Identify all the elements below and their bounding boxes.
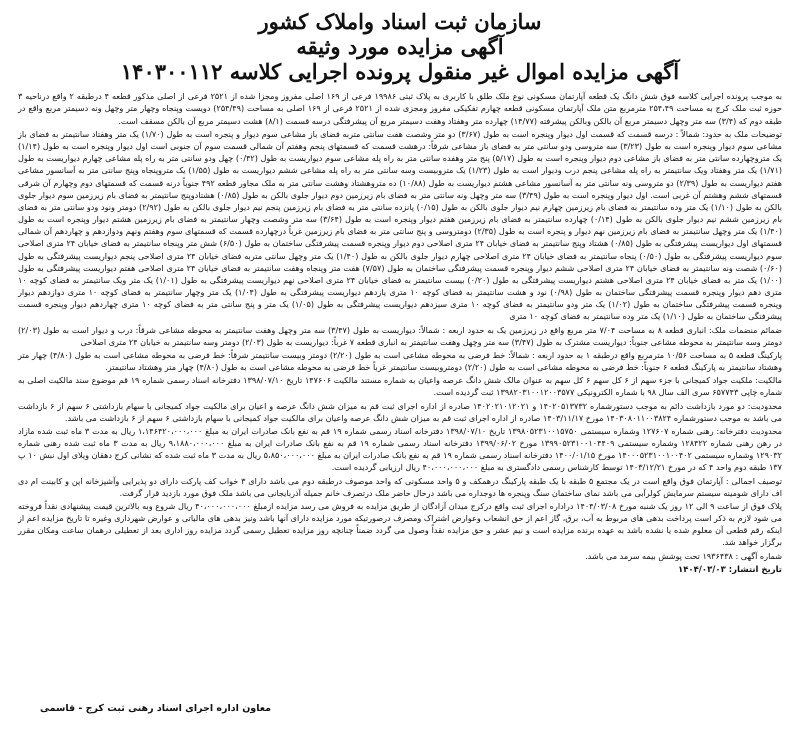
notice-subtitle: آگهی مزایده اموال غیر منقول پرونده اجرایی کلاسه ۱۴۰۳۰۰۱۱۲ (120, 58, 680, 84)
property-description: به موجب پرونده اجرایی کلاسه فوق شش دانگ یک قطعه آپارتمان مسکونی نوع ملک طلق با کاربری به پلاک ثبتی ۱۹۹۸۶ فرعی از ۱۶۹ اصلی مفروز ومجزا شده از ۲۵۲۱ فرعی از اصلی مذکور قطعه ۴ درطبقه ۲ واقع درناحیه ۳ حوزه ثبت ملک کرج به مساحت ۲۵۴،۴۹ مترمربع متن ملک آپارتمان مسکونی قطعه چهارم تفکیکی مفروز ومجزی شده از ۲۵۲۱ فرعی از ۱۶۹ اصلی به مساحت (۲۵۴/۴۹) دویست وپنجاه وچهار متر وچهل ونه دسیمتر مربع واقع در طبقه دوم که (۳/۴) سه متر وچهل دسیمتر مربع آن بالکن وبالکن پیشرفته (۱۴/۷۷) چهارده متر وهفتاد وهفت دسیمتر مربع آن پیشرفتگی درسه قسمت (۸/۱) هشت دسیمتر مربع آن بالکن مسقف است. (18, 91, 783, 126)
parking-annex: پارکینگ قطعه ۵ به مساحت ۱۰/۵۶ مترمربع واقع درطبقه ۱ به حدود اربعه : شمالاً: خط فرضی به محوطه مشاعی است به طول (۲/۲۰) دومتر وبیست سانتیمتر شرقاً: خط فرضی به محوطه مشاعی است به طول (۴/۸۰) چهار متر وهشتاد سانتیمتر به پارکینگ قطعه ۶ جنوباً: خط فرضی به محوطه مشاعی است به طول (۲/۲۰) دومتروبیست سانتیمتر غرباً خط فرضی به محوطه مشاعی است به طول (۴/۸۰) چهار متر وهشتاد سانتیمتر. (18, 349, 783, 373)
storage-annex: ضمائم منضمات ملک: انباری قطعه ۸ به مساحت ۷/۰۴ متر مربع واقع در زیرزمین یک به حدود اربعه : شمالاً: دیواریست به طول (۳/۴۷) سه متر وچهل وهفت سانتیمتر به محوطه مشاعی شرقاً: درب و دیوار است به طول (۲/۰۳) دومتر وسه سانتیمتر به محوطه مشاعی جنوباً: دیواریست مشترک به طول (۳/۴۷) سه متر وچهل وهفت سانتیمتر به انباری قطعه ۷ غرباً: دیواریست به طول (۲/۰۳) دومتر وسه سانتیمتر به خیابان ۲۴ متری اصلاحی (18, 324, 782, 347)
signature: معاون اداره اجرای اسناد رهنی ثبت کرج - قاسمی (40, 703, 272, 714)
notice-title: آگهی مزایده مورد وثیقه (296, 33, 504, 59)
organization-title: سازمان ثبت اسناد واملاک کشور (258, 9, 542, 34)
mortgage-restrictions: محدودیت دفترخانه: رهنی شماره ۱۲۷۶۰۷ وشماره سیستمی ۱۳۹۸۰۵۲۳۱۰۰۱۵۷۵۰ تاریخ ۱۳۹۸/۰۷/۱۰ دفترخانه اسناد رسمی شماره ۱۹ قم به نفع بانک صادرات ایران به مبلغ ۱،۱۴۶۴۲۰،۰۰۰،۰۰۰ ریال به مدت ۳ ماه ثبت شده مازاد در رهن رهنی شماره ۱۲۸۴۲۲ وشماره سیستمی ۱۳۹۹۰۵۲۳۱۰۰۱۰۴۴۰۹ مورخ ۱۳۹۹/۰۶/۰۲ دفترخانه اسناد رسمی شماره ۱۹ قم به نفع بانک صادرات ایران به مبلغ ۹،۱۸۸۰،۰۰۰،۰۰۰ ریال به مدت ۳ ماه ثبت شده رهنی شماره ۱۲۹۰۳۲ وشماره سیستمی ۱۴۰۰۰۵۲۳۱۰۰۱۰۰۴۰۲ مورخ ۱۴۰۰/۰۱/۱۵ دفترخانه اسناد رسمی شماره ۱۹ قم به نفع بانک صادرات ایران به مبلغ ۵،۸۵۰،۰۰۰،۰۰۰ ریال به مدت ۳ ماه ثبت شده که نشانی کرج دهقان ویلای اول نبش ۱۰ پ ۱۳۷ طبقه دوم واحد ۴ که در مورخ ۱۴۰۳/۱۲/۲۱ توسط کارشناس رسمی دادگستری به مبلغ ۴۰،۰۰۰،۰۰۰،۰۰۰ ریال ارزیابی گردیده است. (18, 425, 783, 473)
header (18, 10, 782, 84)
auction-terms: پلاک فوق از ساعت ۹ الی ۱۲ روز یک شنبه مورخ ۱۴۰۴/۰۳/۰۸ دراداره اجرای ثبت واقع درکرج میدان آزادگان از طریق مزایده به فروش می رسد مزایده ازمبلغ ۴۰،۰۰۰،۰۰۰،۰۰۰ ریال شروع وبه بالاترین قیمت پیشنهادی نقداً فروخته می شود لازم به ذکر است پرداخت بدهی های مربوط به آب، برق، گاز اعم از حق انشعاب وعوارض اشتراک ومصرف درصورتیکه مورد مزایده دارای آنها باشد ونیز بدهی های مالیاتی و عوارض شهرداری وغیره تا تاریخ مزایده اعم از اینکه رقم قطعی آن معلوم شده یا نشده باشد به عهده برنده مزایده است و نیم عشر و حق مزایده نقداً وصول می گردد ضمناً چنانچه روز مزایده تعطیل رسمی گردد مزایده روز اداری بعد از تعطیلی درهمان ساعت ومکان مقرر برگزار خواهد شد. (18, 500, 782, 548)
brief-description: توصیف اجمالی : آپارتمان فوق واقع است در یک مجتمع ۵ طبقه با یک طبقه پارکینگ درهمکف و ۵ واحد مسکونی که واحد موصوف درطبقه دوم می باشد دارای ۳ خواب کف پارکت دارای دو پذیرایی وآشپزخانه اپن و کابینت ام دی اف دارای شومینه سیستم سرمایش کولرآبی می باشد نمای ساختمان سنگ وپنجره ها دوجداره می باشد درحال حاضر ملک درتصرف خانم جمیله آذربایجانی می باشد ملک فوق مورد بازدید قرار گرفت. (18, 475, 782, 498)
restrictions: محدودیت: دو مورد بازداشت دائم به موجب دستورشماره ۱۴۰۲۰۵۱۳۷۳۲ و ۱۴۰۲۰۲۱۰۱۲۰۲۱ صادره از اداره اجرای ثبت قم به میزان شش دانگ عرصه و اعیان برای مالکیت جواد کمیجانی با سهام بازداشتی ۶ سهم از ۶ بازداشت می باشد به موجب دستورشماره ۱۴۰۳۰۸۰۱۱۰۰۳۸۲۴ مورخ ۱۴۰۳/۱۱/۱۷ صادره از اداره اجرای ثبت قم به میزان شش دانگ عرصه واعیان برای مالکیت جواد کمیجانی با سهام بازداشتی ۶ سهم از ۶ بازداشت می باشد. (18, 400, 782, 423)
notice-body (18, 90, 782, 576)
notice-number: شماره آگهی : ۱۹۳۶۴۳۸ تحت پوشش بیمه سرمد می باشد. (585, 550, 782, 561)
publish-date: تاریخ انتشار: ۱۴۰۴/۰۳/۰۳ (678, 564, 782, 575)
ownership: مالکیت: ملکیت جواد کمیجانی با جزء سهم از ۶ کل سهم ۶ کل سهم به عنوان مالک شش دانگ عرصه واعیان به شماره مستند مالکیت ۱۴۷۶۰۶ تاریخ ۱۳۹۸/۰۷/۱۰ دفترخانه اسناد رسمی شماره ۱۹ قم موضوع سند مالکیت اصلی به شماره چاپی ۶۵۷۷۴۳ سری الف سال ۹۸ با شماره الکترونیکی ۱۳۹۸۲۰۳۱۰۰۱۲۰۰۳۵۷۷ ثبت گردیده است. (18, 375, 782, 398)
property-boundaries: توضیحات ملک به حدود: شمالاً : درسه قسمت که قسمت اول دیوار وپنجره است به طول (۳/۶۷) دو متر وشصت هفت سانتی متربه فضای باز مشاعی سوم دیوار و پنجره است به طول (۱/۷۰) یک متر وهفتاد سانتیمتر به فضای باز مشاعی سوم دیوار وپنجره است به طول (۳/۲۳) سه متروسی ودو سانتی متر به فضای باز مشاعی شرقاً: درهشت قسمت که قسمتهای پنجم وهفتم آن شمالی قسمت سوم آن جنوبی است اول دیوار وپنجره است به طول (۱/۱۴) یک متروچهارده سانتی متر به فضای باز مشاعی دوم دیوار وپنجره است به طول (۵/۱۷) پنج متر وهفده سانتی متر به راه پله مشاعی سوم دیواریست به طول (۰/۴۲) چهل ودو سانتی متر به راه پله مشاعی چهارم دیواریست به طول (۱/۷۱) یک متر وهفتاد ویک سانتیمتر به راه پله مشاعی پنجم درب ودیوار است به طول (۱/۲۳) یک متروبیست وسه سانتی متر به راه پله مشاعی ششم دیواریست به طول (۱/۵۵) یک متروپنجاه وپنج سانتی متر به آسانسور مشاعی هفتم دیواریست به طول (۲/۳۹) دو متروسی ونه سانتی متر به آسانسور مشاعی هشتم دیواریست به طول (۱۰/۸۸) ده متروهشتاد وهشت سانتی متر به ملک مجاور قطعه ۴۹۲ جنوباً درنه قسمت که قسمتهای دوم وچهارم آن شرقی قسمتهای ششم وهشتم آن غربی است. اول دیوار وپنجره است به طول (۳/۴۹) سه متر وچهل ونه سانتی متر به فضای بام زیرزمین دوم دیوار جلوی بالکن به طول (۰/۸۵) هشتادوپنج سانتیمتر به فضای بام زیرزمین سوم دیوار جلوی بالکن به طول (۱/۱۰) یک متر وده سانتیمتر به فضای بام زیرزمین چهارم نیم دیوار جلوی بالکن به طول (۰/۱۵) پانزده سانتی متر به فضای بام زیرزمین پنجم نیم دیوار جلوی بالکن به طول (۲/۹۲) دومتر ونود ودو سانتی متر به فضای بام زیرزمین ششم نیم دیوار جلوی بالکن به طول (۰/۱۴) چهارده سانتیمتر به فضای بام زیرزمین هفتم دیوار وپنجره است به طول (۳/۶۴) سه متر وشصت وچهار سانتیمتر به فضای بام زیرزمین هشتم دیوار وپنجره است به طول (۱/۴۰) یک متر وچهل سانتیمتر به فضای بام زیرزمین نهم دیوار و پنجره است به طول (۲/۳۵) دومتروسی و پنج سانتی متر به فضای بام زیرزمین غرباً درچهارده قسمت که قسمتهای سوم وهفتم ونهم ودوازدهم و چهاردهم آن شمالی قسمتهای اول دیواریست پیشرفتگی به طول (۰/۸۵) هشتاد وپنج سانتیمتر به فضای خیابان ۲۴ متری اصلاحی دوم دیوار وپنجره قسمت پیشرفتگی ساختمان به طول (۶/۵۰) شش متر وپنجاه سانتیمتر به فضای خیابان ۲۴ متری اصلاحی سوم دیواریست پیشرفتگی به طول (۰/۵۰) پنجاه سانتیمتر به فضای خیابان ۲۴ متری اصلاحی چهارم دیوار جلوی بالکن به طول (۱/۴۰) یک متر وچهل سانتی متربه فضای خیابان ۲۴ متری اصلاحی پنجم دیواریست پیشرفتگی به طول (۰/۶۰) شصت ونه سانتیمتر به فضای خیابان ۲۴ متری اصلاحی ششم دیوار وپنجره قسمت پیشرفتگی ساختمان به طول (۷/۵۷) هفت متر وپنجاه وهفت سانتیمتر به فضای خیابان ۲۴ متری اصلاحی هفتم دیواریست پیشرفتگی به طول (۱/۰۰) یک متر به فضای خیابان ۲۴ متری اصلاحی هشتم دیواریست پیشرفتگی به طول (۰/۲۰) بیست سانتیمتر به فضای خیابان ۲۴ متری اصلاحی نهم دیواریست پیشرفتگی به طول (۱/۰۱) یک متر ویک سانتیمتر به فضای کوچه ۱۰ متری دهم دیوار وپنجره قسمت پیشرفتگی ساختمان به طول (۰/۹۸) نود و هشت سانتیمتر به فضای کوچه ۱۰ متری یازدهم دیواریست پیشرفتگی به طول (۱/۰۴) یک متر وچهار سانتیمتر به فضای کوچه ۱۰ متری دوازدهم دیوار وپنجره قسمت پیشرفتگی ساختمان به طول (۱/۰۲) یک متر ودو سانتیمتر به فضای کوچه ۱۰ متری سیزدهم دیواریست پیشرفتگی به طول (۱/۰۵) یک متر و پنج سانتی متر به فضای کوچه ۱۰ متری چهاردهم دیوار وپنجره قسمت پیشرفتگی ساختمان به طول (۱/۱۰) یک متر وده سانتیمتر به فضای کوچه ۱۰ متری (18, 128, 783, 322)
